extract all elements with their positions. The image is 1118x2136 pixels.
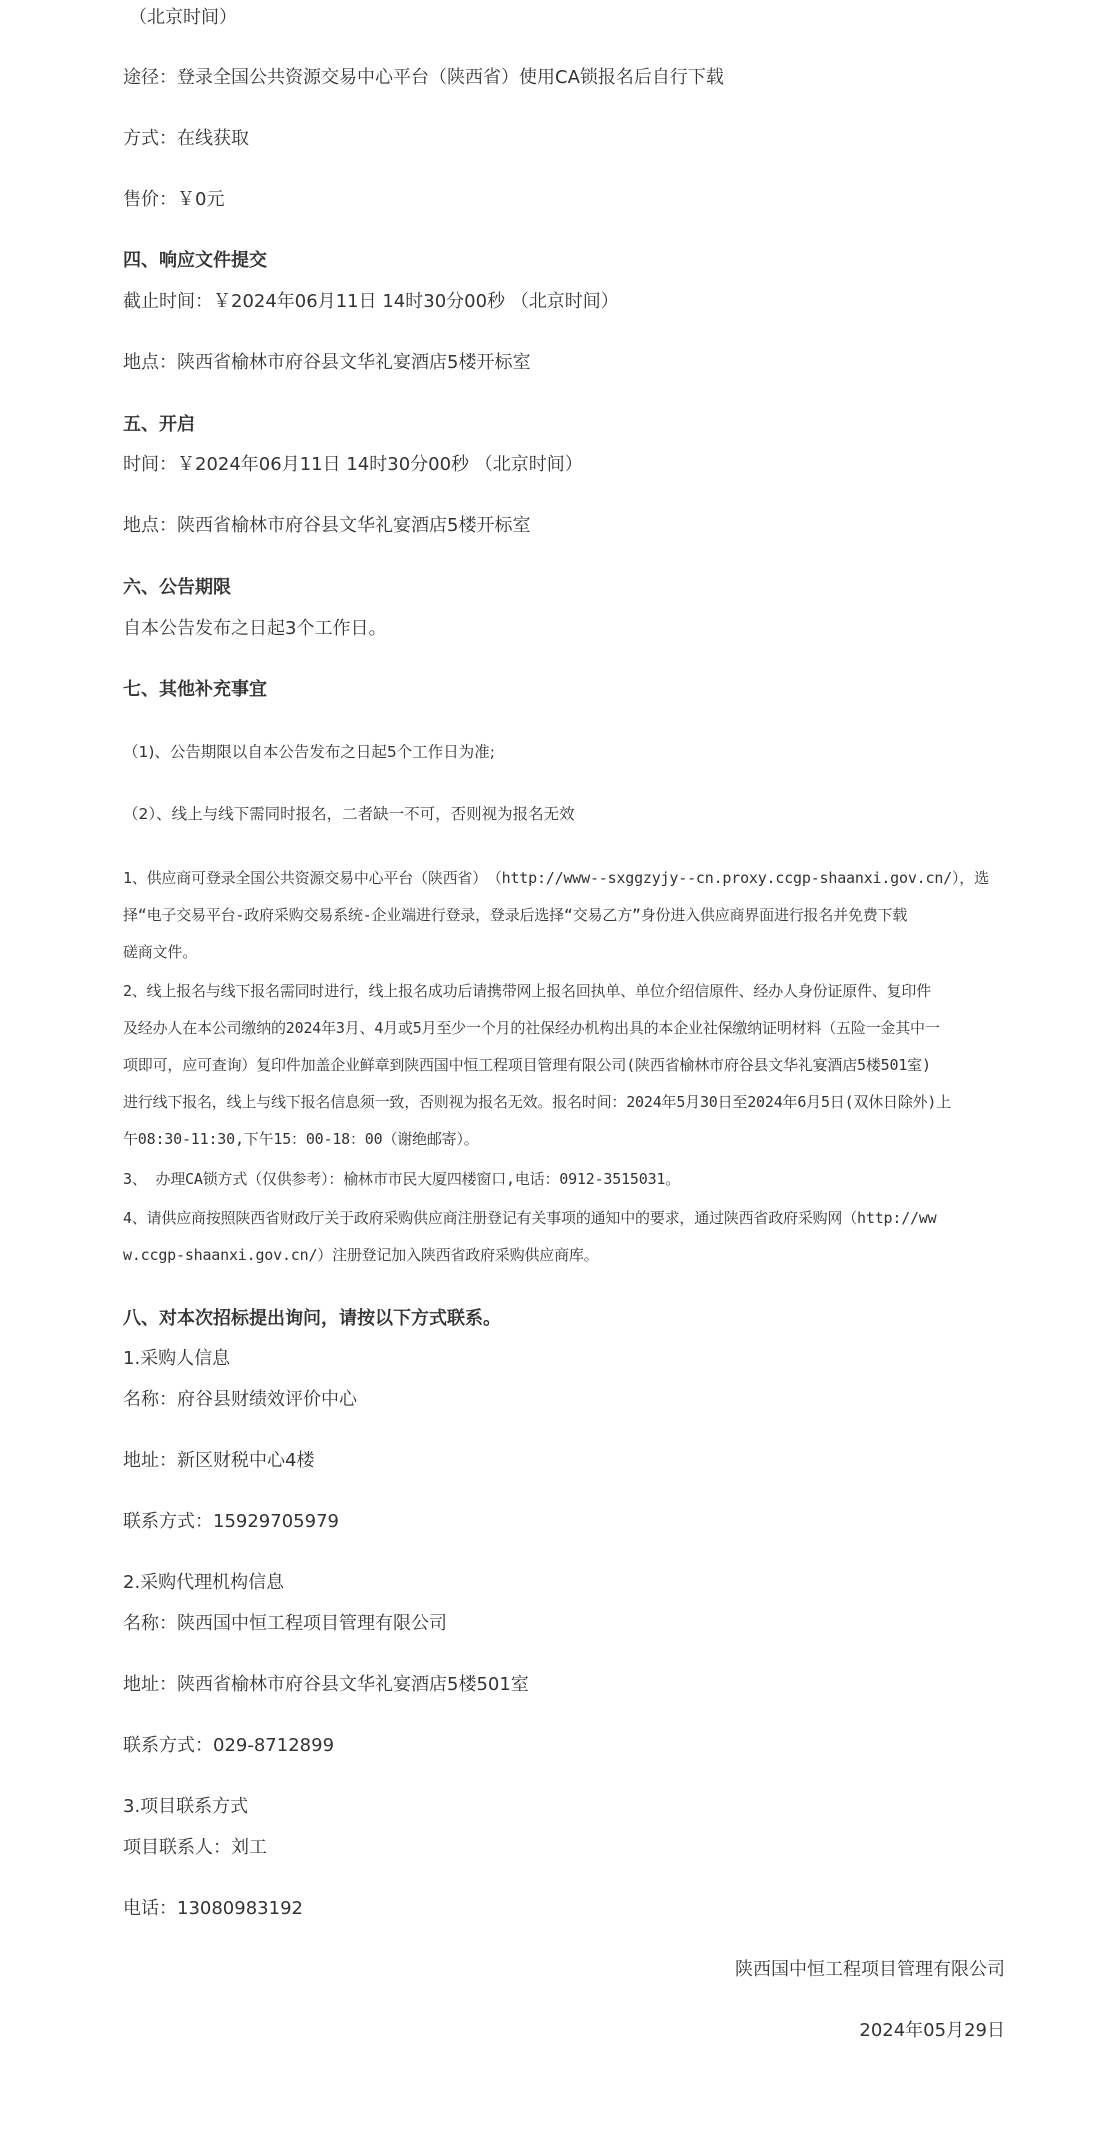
agency-contact: 联系方式：029-8712899	[123, 1735, 335, 1756]
section-5-heading: 五、开启	[123, 414, 195, 435]
purchaser-name: 名称：府谷县财绩效评价中心	[123, 1389, 357, 1410]
supplement-para-2-line: 项即可，应可查询）复印件加盖企业鲜章到陕西国中恒工程项目管理有限公司(陕西省榆林市府谷县文华礼宴酒店5楼501室)	[123, 1056, 931, 1074]
agency-title: 2.采购代理机构信息	[123, 1572, 285, 1593]
purchaser-address: 地址：新区财税中心4楼	[123, 1450, 315, 1471]
section-4-heading: 四、响应文件提交	[123, 250, 267, 271]
project-contact-person: 项目联系人：刘工	[123, 1837, 267, 1858]
supplement-para-2-line: 午08:30-11:30,下午15：00-18：00（谢绝邮寄）。	[123, 1130, 479, 1148]
submission-location: 地点：陕西省榆林市府谷县文华礼宴酒店5楼开标室	[123, 352, 531, 373]
supplement-item: （1)、公告期限以自本公告发布之日起5个工作日为准;	[123, 743, 495, 761]
section-6-heading: 六、公告期限	[123, 577, 231, 598]
supplement-para-2-line: 2、线上报名与线下报名需同时进行，线上报名成功后请携带网上报名回执单、单位介绍信原件、经办人身份证原件、复印件	[123, 982, 932, 1000]
supplement-para-3: 3、 办理CA锁方式（仅供参考）：榆林市市民大厦四楼窗口,电话：0912-3515031。	[123, 1170, 681, 1188]
purchaser-contact: 联系方式：15929705979	[123, 1511, 339, 1532]
acquire-method: 方式：在线获取	[123, 128, 249, 149]
supplement-para-2-line: 及经办人在本公司缴纳的2024年3月、4月或5月至少一个月的社保经办机构出具的本企业社保缴纳证明材料（五险一金其中一	[123, 1019, 940, 1037]
supplement-para-1-line: 择“电子交易平台-政府采购交易系统-企业端进行登录，登录后选择“交易乙方”身份进入供应商界面进行报名并免费下载	[123, 906, 908, 924]
submission-deadline: 截止时间：￥2024年06月11日 14时30分00秒 （北京时间）	[123, 291, 619, 312]
section-8-heading: 八、对本次招标提出询问，请按以下方式联系。	[123, 1308, 501, 1329]
agency-name: 名称：陕西国中恒工程项目管理有限公司	[123, 1613, 447, 1634]
agency-address: 地址：陕西省榆林市府谷县文华礼宴酒店5楼501室	[123, 1674, 529, 1695]
supplement-para-4-line: w.ccgp-shaanxi.gov.cn/）注册登记加入陕西省政府采购供应商库。	[123, 1246, 599, 1264]
supplement-para-1-line: 磋商文件。	[123, 943, 198, 961]
price: 售价：￥0元	[123, 189, 225, 210]
section-7-heading: 七、其他补充事宜	[123, 679, 267, 700]
supplement-para-1-line: 1、供应商可登录全国公共资源交易中心平台（陕西省） （http://www--sxggzyjy--cn.proxy.ccgp-shaanxi.gov.cn/），选	[123, 869, 989, 887]
supplement-para-2-line: 进行线下报名，线上与线下报名信息须一致，否则视为报名无效。报名时间：2024年5月30日至2024年6月5日(双休日除外)上	[123, 1093, 952, 1111]
supplement-para-4-line: 4、请供应商按照陕西省财政厅关于政府采购供应商注册登记有关事项的通知中的要求，通过陕西省政府采购网（http://ww	[123, 1209, 937, 1227]
announcement-period: 自本公告发布之日起3个工作日。	[123, 618, 387, 639]
project-contact-title: 3.项目联系方式	[123, 1796, 249, 1817]
opening-time: 时间：￥2024年06月11日 14时30分00秒 （北京时间）	[123, 454, 583, 475]
download-route: 途径：登录全国公共资源交易中心平台（陕西省）使用CA锁报名后自行下载	[123, 67, 724, 88]
project-contact-phone: 电话：13080983192	[123, 1898, 303, 1919]
supplement-item: （2）、线上与线下需同时报名，二者缺一不可，否则视为报名无效	[123, 805, 575, 823]
time-suffix: （北京时间）	[129, 7, 237, 28]
purchaser-title: 1.采购人信息	[123, 1348, 231, 1369]
opening-location: 地点：陕西省榆林市府谷县文华礼宴酒店5楼开标室	[123, 515, 531, 536]
issue-date: 2024年05月29日	[859, 2020, 1005, 2041]
issuer-company: 陕西国中恒工程项目管理有限公司	[735, 1959, 1005, 1980]
